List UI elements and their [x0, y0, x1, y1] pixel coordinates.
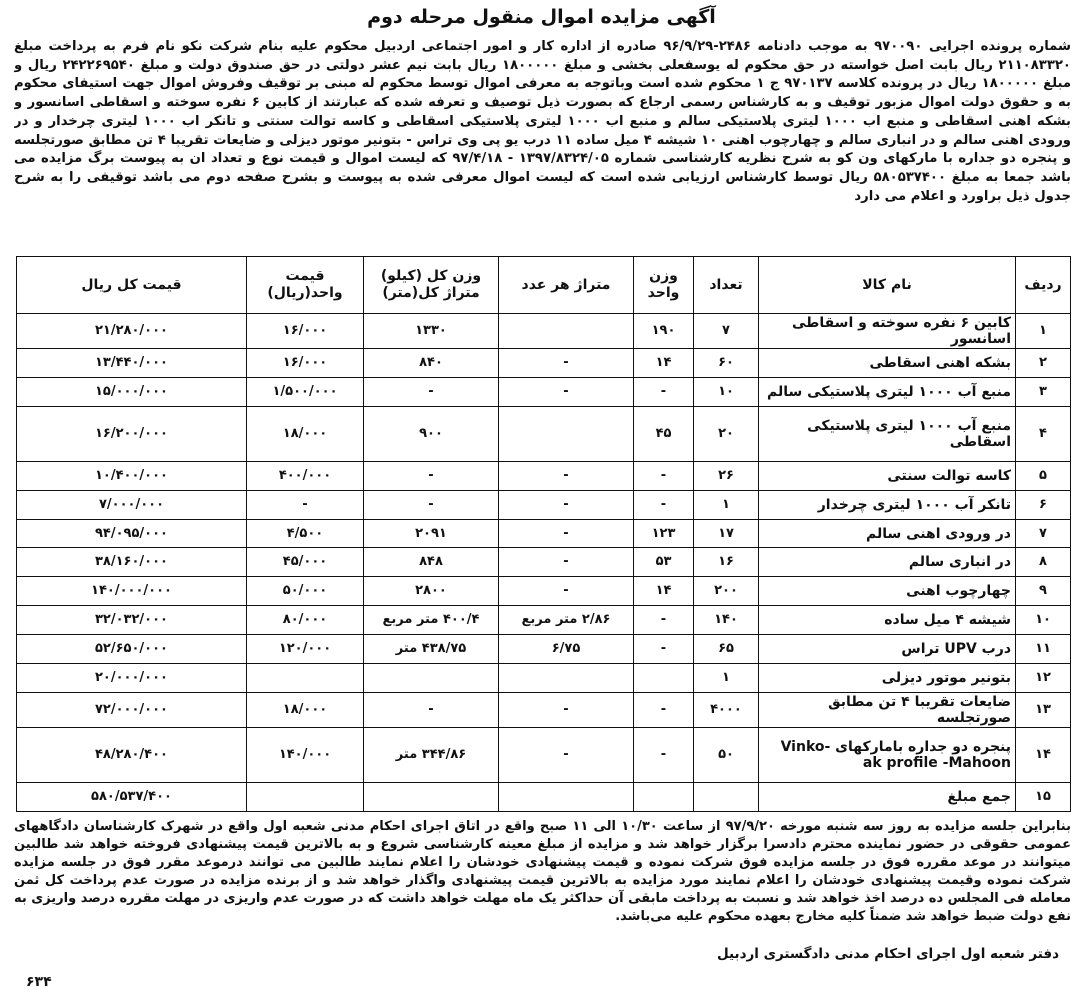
cell-total-weight: ۲۸۰۰: [364, 577, 499, 606]
cell-item-name: منبع آب ۱۰۰۰ لیتری پلاستیکی سالم: [759, 378, 1016, 407]
items-table: [16, 256, 1071, 812]
cell-unit-weight: -: [634, 378, 694, 407]
cell-meterage-each: -: [499, 349, 634, 378]
cell-unit-weight: -: [634, 461, 694, 490]
cell-count: ۲۰: [694, 407, 759, 462]
cell-row-no: ۶: [1016, 490, 1071, 519]
cell-unit-price: ۱۸/۰۰۰: [247, 407, 364, 462]
cell-unit-price: ۱۶/۰۰۰: [247, 314, 364, 349]
cell-unit-weight: -: [634, 693, 694, 728]
cell-total-price: ۳۸/۱۶۰/۰۰۰: [17, 548, 247, 577]
cell-row-no: ۳: [1016, 378, 1071, 407]
cell-total-price: ۵۸۰/۵۳۷/۴۰۰: [17, 782, 247, 811]
cell-total-weight: ۳۴۴/۸۶ متر: [364, 728, 499, 783]
cell-unit-weight: ۱۴: [634, 349, 694, 378]
cell-total-weight: ۴۰۰/۴ متر مربع: [364, 606, 499, 635]
cell-row-no: ۱۰: [1016, 606, 1071, 635]
cell-meterage-each: -: [499, 378, 634, 407]
cell-total-price: ۹۴/۰۹۵/۰۰۰: [17, 519, 247, 548]
cell-meterage-each: [499, 314, 634, 349]
table-row: [17, 461, 1071, 490]
cell-count: ۱۷: [694, 519, 759, 548]
table-row: [17, 490, 1071, 519]
cell-item-name: کابین ۶ نفره سوخته و اسقاطی اسانسور: [759, 314, 1016, 349]
cell-count: ۱۴۰: [694, 606, 759, 635]
cell-count: ۲۰۰: [694, 577, 759, 606]
cell-item-name: کاسه توالت سنتی: [759, 461, 1016, 490]
cell-meterage-each: [499, 782, 634, 811]
cell-meterage-each: -: [499, 693, 634, 728]
issuer-signature: دفتر شعبه اول اجرای احکام مدنی دادگستری اردبیل: [716, 946, 1059, 962]
cell-item-name: ضایعات تقریبا ۴ تن مطابق صورتجلسه: [759, 693, 1016, 728]
cell-row-no: ۸: [1016, 548, 1071, 577]
cell-total-price: ۷۲/۰۰۰/۰۰۰: [17, 693, 247, 728]
cell-total-price: ۷/۰۰۰/۰۰۰: [17, 490, 247, 519]
cell-item-name: درب UPV تراس: [759, 635, 1016, 664]
cell-count: ۱: [694, 664, 759, 693]
header-total-weight: وزن کل (کیلو) متراژ کل(متر): [364, 257, 499, 314]
table-row: [17, 577, 1071, 606]
cell-unit-price: ۱/۵۰۰/۰۰۰: [247, 378, 364, 407]
cell-total-price: ۵۲/۶۵۰/۰۰۰: [17, 635, 247, 664]
cell-total-weight: ۹۰۰: [364, 407, 499, 462]
table-body: [17, 314, 1071, 812]
cell-meterage-each: [499, 407, 634, 462]
cell-count: ۱: [694, 490, 759, 519]
header-count: تعداد: [694, 257, 759, 314]
cell-row-no: ۲: [1016, 349, 1071, 378]
cell-unit-weight: ۵۳: [634, 548, 694, 577]
table-row: [17, 693, 1071, 728]
header-meterage-each: متراژ هر عدد: [499, 257, 634, 314]
cell-total-price: ۱۰/۴۰۰/۰۰۰: [17, 461, 247, 490]
table-row: [17, 378, 1071, 407]
cell-item-name: بشکه اهنی اسقاطی: [759, 349, 1016, 378]
cell-meterage-each: -: [499, 461, 634, 490]
cell-unit-price: ۱۶/۰۰۰: [247, 349, 364, 378]
cell-row-no: ۱۵: [1016, 782, 1071, 811]
cell-total-weight: [364, 782, 499, 811]
cell-total-price: ۱۶/۲۰۰/۰۰۰: [17, 407, 247, 462]
cell-count: ۶۰: [694, 349, 759, 378]
table-row: [17, 606, 1071, 635]
cell-count: ۶۵: [694, 635, 759, 664]
cell-unit-weight: ۴۵: [634, 407, 694, 462]
cell-unit-weight: -: [634, 606, 694, 635]
cell-total-weight: ۴۳۸/۷۵ متر: [364, 635, 499, 664]
cell-total-price: ۱۵/۰۰۰/۰۰۰: [17, 378, 247, 407]
cell-row-no: ۱۴: [1016, 728, 1071, 783]
cell-total-weight: ۲۰۹۱: [364, 519, 499, 548]
cell-row-no: ۱۳: [1016, 693, 1071, 728]
header-total-price: قیمت کل ریال: [17, 257, 247, 314]
header-unit-weight: وزن واحد: [634, 257, 694, 314]
cell-total-price: ۲۰/۰۰۰/۰۰۰: [17, 664, 247, 693]
table-row: [17, 519, 1071, 548]
table-row: [17, 548, 1071, 577]
cell-unit-price: [247, 782, 364, 811]
cell-unit-weight: -: [634, 635, 694, 664]
cell-count: [694, 782, 759, 811]
cell-unit-price: -: [247, 490, 364, 519]
cell-total-weight: ۱۳۳۰: [364, 314, 499, 349]
outro-paragraph: بنابراین جلسه مزایده به روز سه شنبه مورخه ۹۷/۹/۲۰ از ساعت ۱۰/۳۰ الی ۱۱ صبح واقع در اتاق اجرای احکام مدنی شعبه اول واقع در شهرک کارشناسان دادگاههای عمومی حقوقی در حضور نماینده محترم دادسرا برگزار خواهد شد و مزایده از مبلغ معینه کارشناسی شروع و به بالاترین قیمت پیشنهادی فروخته خواهد شد طالبین میتوانند در موعد مقرره فوق در جلسه مزایده فوق شرکت نموده و قیمت پیشنهادی خودشان را اعلام نمایند طالبین می توانند درموعد مقرر فوق در جلسه مزایده شرکت نموده وقیمت پیشنهادی خودشان را اعلام نمایند مورد مزایده به بالاترین قیمت پیشنهادی واگذار خواهد شد و از برنده مزایده در صورت عدم پرداخت کل ثمن معامله فی المجلس ده درصد اخذ خواهد شد و نسبت به پرداخت مابقی آن حداکثر یک ماه مهلت خواهد داشت که در صورت عدم واریزی در مهلت مقرره درصد واریزی به نفع دولت ضبط خواهد شد ضمناً کلیه مخارج بعهده محکوم علیه می‌باشد.: [14, 819, 1071, 924]
header-item-name: نام کالا: [759, 257, 1016, 314]
header-unit-price: قیمت واحد(ریال): [247, 257, 364, 314]
cell-unit-price: ۱۸/۰۰۰: [247, 693, 364, 728]
cell-unit-price: ۴۰۰/۰۰۰: [247, 461, 364, 490]
cell-unit-price: ۱۴۰/۰۰۰: [247, 728, 364, 783]
cell-meterage-each: -: [499, 490, 634, 519]
cell-unit-weight: [634, 782, 694, 811]
cell-item-name: شیشه ۴ میل ساده: [759, 606, 1016, 635]
cell-count: ۱۶: [694, 548, 759, 577]
header-row-no: ردیف: [1016, 257, 1071, 314]
cell-row-no: ۹: [1016, 577, 1071, 606]
cell-count: ۱۰: [694, 378, 759, 407]
cell-unit-price: ۱۲۰/۰۰۰: [247, 635, 364, 664]
cell-total-price: ۴۸/۲۸۰/۴۰۰: [17, 728, 247, 783]
table-row: [17, 635, 1071, 664]
cell-meterage-each: -: [499, 519, 634, 548]
cell-total-weight: ۸۴۸: [364, 548, 499, 577]
cell-total-weight: [364, 664, 499, 693]
cell-row-no: ۴: [1016, 407, 1071, 462]
cell-total-price: ۱۴۰/۰۰۰/۰۰۰: [17, 577, 247, 606]
cell-total-weight: -: [364, 378, 499, 407]
cell-row-no: ۵: [1016, 461, 1071, 490]
cell-row-no: ۷: [1016, 519, 1071, 548]
cell-row-no: ۱۱: [1016, 635, 1071, 664]
cell-unit-price: ۵۰/۰۰۰: [247, 577, 364, 606]
notice-title: آگهی مزایده اموال منقول مرحله دوم: [367, 6, 716, 28]
cell-total-weight: -: [364, 461, 499, 490]
cell-total-weight: -: [364, 490, 499, 519]
table-row: [17, 664, 1071, 693]
cell-item-name: چهارچوب اهنی: [759, 577, 1016, 606]
cell-item-name: بتونیر موتور دیزلی: [759, 664, 1016, 693]
cell-unit-price: ۴/۵۰۰: [247, 519, 364, 548]
cell-item-name: جمع مبلغ: [759, 782, 1016, 811]
cell-meterage-each: ۲/۸۶ متر مربع: [499, 606, 634, 635]
cell-unit-weight: ۱۲۳: [634, 519, 694, 548]
cell-total-price: ۲۱/۲۸۰/۰۰۰: [17, 314, 247, 349]
cell-unit-price: ۴۵/۰۰۰: [247, 548, 364, 577]
cell-meterage-each: -: [499, 577, 634, 606]
cell-count: ۷: [694, 314, 759, 349]
cell-item-name: پنجره دو جداره بامارکهای Vinko-ak profile -Mahoon: [759, 728, 1016, 783]
cell-unit-weight: [634, 664, 694, 693]
cell-row-no: ۱۲: [1016, 664, 1071, 693]
table-header: [17, 257, 1071, 314]
table-row: [17, 728, 1071, 783]
cell-unit-price: ۸۰/۰۰۰: [247, 606, 364, 635]
cell-count: ۲۶: [694, 461, 759, 490]
table-row: [17, 349, 1071, 378]
cell-meterage-each: ۶/۷۵: [499, 635, 634, 664]
cell-unit-weight: ۱۹۰: [634, 314, 694, 349]
cell-total-weight: -: [364, 693, 499, 728]
cell-unit-price: [247, 664, 364, 693]
cell-item-name: در ورودی اهنی سالم: [759, 519, 1016, 548]
cell-item-name: منبع آب ۱۰۰۰ لیتری پلاستیکی اسقاطی: [759, 407, 1016, 462]
cell-row-no: ۱: [1016, 314, 1071, 349]
intro-paragraph: شماره پرونده اجرایی ۹۷۰۰۹۰ به موجب دادنامه ۲۴۸۶-۹۶/۹/۲۹ صادره از اداره کار و امور اجتماعی اردبیل محکوم علیه بنام شرکت نکو نام فرم به پرداخت مبلغ ۲۱۱۰۸۳۳۲۰ ریال بابت اصل خواسته در حق محکوم له یوسفعلی بخشی و مبلغ ۱۸۰۰۰۰۰ ریال بابت نیم عشر دولتی در حق صندوق دولت و مبلغ ۲۴۲۲۶۹۵۴۰ ریال و مبلغ ۱۸۰۰۰۰۰ ریال در پرونده کلاسه ۹۷۰۱۳۷ ج ۱ محکوم شده است وباتوجه به معرفی اموال توسط محکوم له مبنی بر توقیف وفروش اموال جهت استیفای محکوم به و حقوق دولت اموال مزبور توقیف و به کارشناس رسمی ارجاع که بصورت ذیل توصیف و تعرفه شده که عبارتند از کابین ۶ نفره سوخته و اسقاطی اسانسور و بشکه اهنی اسقاطی و منبع اب ۱۰۰۰ لیتری پلاستیکی سالم و منبع اب ۱۰۰۰ لیتری پلاستیکی اسقاطی و کاسه توالت سنتی و تانکر اب ۱۰۰۰ لیتری چرخدار و در ورودی اهنی سالم و در انباری سالم و چهارچوب اهنی ۱۰ شیشه ۴ میل ساده ۱۱ درب یو پی وی تراس - بتونیر موتور دیزلی و ضایعات تقریبا ۴ تن مطابق صورتجلسه و پنجره دو جداره با مارکهای ون کو به شرح نظریه کارشناسی شماره ۱۳۹۷/۸۳۲۴/۰۵ - ۹۷/۴/۱۸ که لیست اموال و قیمت نوع و تعداد ان به پیوست برگ مزایده می باشد جمعا به مبلغ ۵۸۰۵۳۷۴۰۰ ریال توسط کارشناس ارزیابی شده است که لیست اموال معرفی شده به پیوست و بشرح صفحه دوم می باشد توقیفی را به شرح جدول ذیل براورد و اعلام می دارد: [14, 39, 1071, 204]
ad-code: ۶۳۴: [26, 974, 52, 990]
cell-total-price: ۳۲/۰۳۲/۰۰۰: [17, 606, 247, 635]
cell-meterage-each: [499, 664, 634, 693]
cell-item-name: در انباری سالم: [759, 548, 1016, 577]
cell-total-price: ۱۳/۴۴۰/۰۰۰: [17, 349, 247, 378]
cell-count: ۵۰: [694, 728, 759, 783]
cell-meterage-each: -: [499, 548, 634, 577]
cell-unit-weight: -: [634, 490, 694, 519]
cell-unit-weight: -: [634, 728, 694, 783]
table-total-row: [17, 782, 1071, 811]
cell-count: ۴۰۰۰: [694, 693, 759, 728]
table-row: [17, 407, 1071, 462]
cell-total-weight: ۸۴۰: [364, 349, 499, 378]
cell-unit-weight: ۱۴: [634, 577, 694, 606]
cell-item-name: تانکر آب ۱۰۰۰ لیتری چرخدار: [759, 490, 1016, 519]
table-row: [17, 314, 1071, 349]
cell-meterage-each: -: [499, 728, 634, 783]
